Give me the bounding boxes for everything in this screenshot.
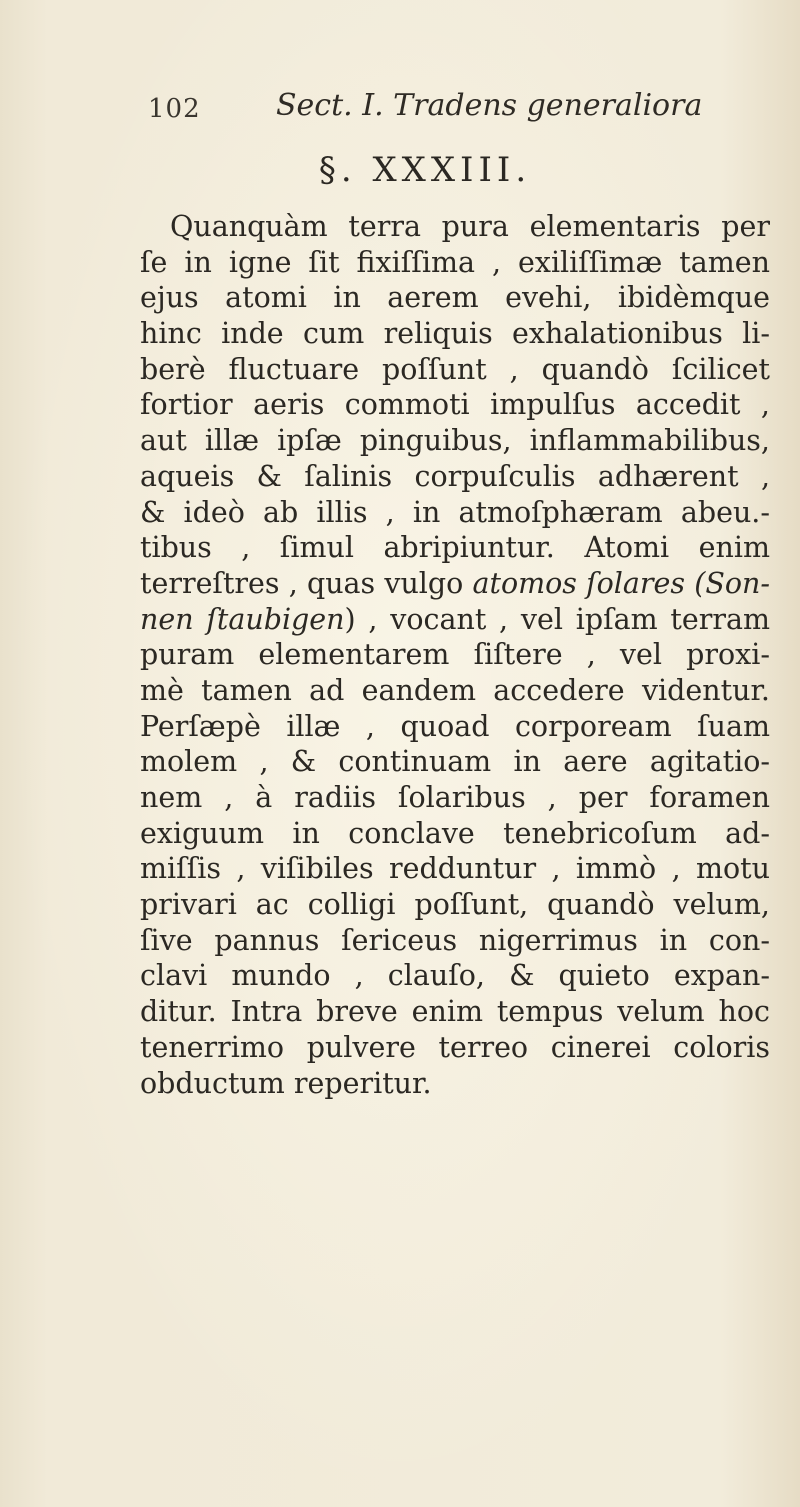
text-line <box>140 316 770 352</box>
text-line <box>140 566 770 602</box>
text-line <box>140 459 770 495</box>
running-title: Sect. I. Tradens generaliora <box>276 88 703 123</box>
line-text: tibus , ſimul abripiuntur. Atomi enim <box>140 531 770 565</box>
line-text: clavi mundo , clauſo, & quieto expan- <box>140 959 770 993</box>
text-line <box>140 495 770 531</box>
line-text: & ideò ab illis , in atmoſphæram abeu.- <box>140 495 770 529</box>
italic-text: atomos ſolares (Son- <box>472 566 770 600</box>
line-text: ejus atomi in aerem evehi, ibidèmque <box>140 281 770 315</box>
line-text: berè fluctuare poſſunt , quandò ſcilicet <box>140 352 770 386</box>
text-line <box>140 744 770 780</box>
text-line <box>140 1030 770 1066</box>
text-line <box>140 280 770 316</box>
text-line <box>140 673 770 709</box>
line-text: mè tamen ad eandem accedere videntur. <box>140 673 770 707</box>
page-number: 102 <box>148 94 201 124</box>
line-text: ſive pannus ſericeus nigerrimus in con- <box>140 923 770 957</box>
line-text: aut illæ ipſæ pinguibus, inflammabilibus, <box>140 424 770 458</box>
line-text: exiguum in conclave tenebricoſum ad- <box>140 816 770 850</box>
text-line <box>140 923 770 959</box>
line-text: miſſis , viſibiles redduntur , immò , motu <box>140 852 770 886</box>
text-line <box>140 387 770 423</box>
italic-text: nen ſtaubigen <box>140 602 345 636</box>
text-line <box>140 245 770 281</box>
section-heading: §. XXXIII. <box>318 150 532 190</box>
line-text: puram elementarem ſiſtere , vel proxi- <box>140 638 770 672</box>
line-text: ) , vocant , vel ipſam terram <box>344 602 771 636</box>
line-text: ſe in igne ſit fixiſſima , exiliſſimæ tamen <box>140 245 770 279</box>
text-line <box>140 709 770 745</box>
line-text: hinc inde cum reliquis exhalationibus li- <box>140 317 770 351</box>
text-line <box>140 209 770 245</box>
line-text: Perſæpè illæ , quoad corpoream ſuam <box>140 709 770 743</box>
line-text: ditur. Intra breve enim tempus velum hoc <box>140 995 770 1029</box>
text-line <box>140 637 770 673</box>
text-line <box>140 851 770 887</box>
line-text: privari ac colligi poſſunt, quandò velum, <box>140 888 770 922</box>
line-text: obductum reperitur. <box>140 1066 432 1100</box>
running-head <box>148 88 703 128</box>
line-text: nem , à radiis ſolaribus , per foramen <box>140 781 770 814</box>
text-line <box>140 887 770 923</box>
text-line <box>140 352 770 388</box>
text-line <box>140 602 770 638</box>
line-text: terreſtres , quas vulgo <box>140 566 473 600</box>
text-line <box>140 423 770 459</box>
text-line <box>140 994 770 1030</box>
text-line <box>140 1066 770 1102</box>
text-line <box>140 958 770 994</box>
line-text: molem , & continuam in aere agitatio- <box>140 745 770 779</box>
line-text: Quanquàm terra pura elementaris per <box>170 210 770 243</box>
line-text: fortior aeris commoti impulſus accedit , <box>140 388 770 422</box>
text-line <box>140 780 770 816</box>
line-text: aqueis & ſalinis corpuſculis adhærent , <box>140 459 770 493</box>
body-paragraph <box>140 209 770 1101</box>
line-text: tenerrimo pulvere terreo cinerei coloris <box>140 1030 770 1064</box>
text-line <box>140 530 770 566</box>
text-line <box>140 816 770 852</box>
